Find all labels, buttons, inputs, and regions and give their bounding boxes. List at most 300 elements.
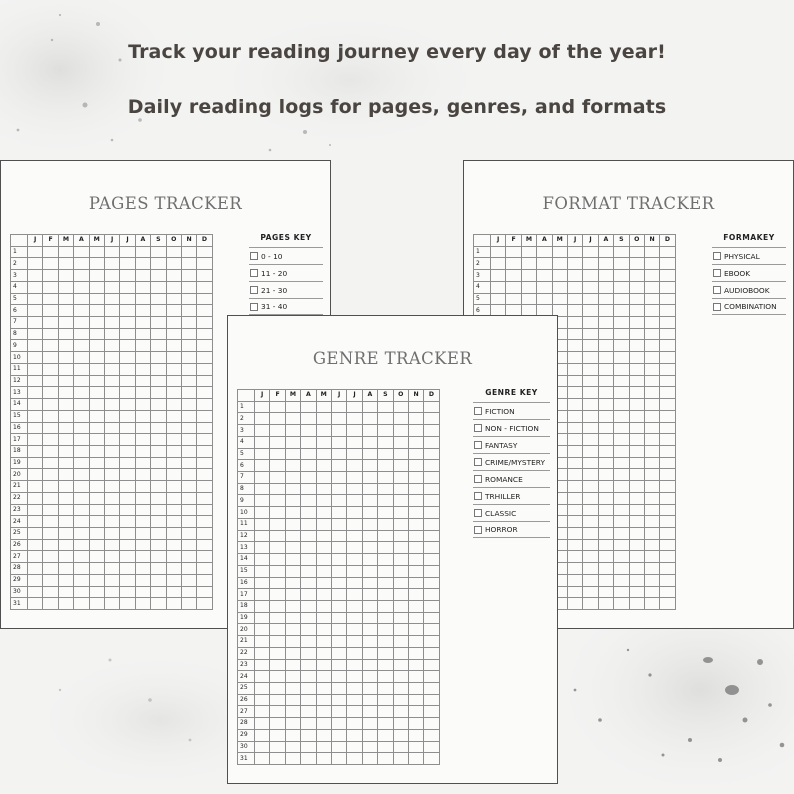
day-cell[interactable] [598,516,613,528]
day-cell[interactable] [598,317,613,329]
day-cell[interactable] [614,363,629,375]
day-cell[interactable] [644,516,659,528]
day-cell[interactable] [629,504,644,516]
day-cell[interactable] [424,741,439,753]
day-cell[interactable] [614,340,629,352]
day-cell[interactable] [166,551,181,563]
day-cell[interactable] [301,565,316,577]
day-cell[interactable] [316,636,331,648]
day-cell[interactable] [316,565,331,577]
day-cell[interactable] [166,504,181,516]
day-cell[interactable] [89,422,104,434]
day-cell[interactable] [197,328,212,340]
day-cell[interactable] [74,328,89,340]
day-cell[interactable] [644,340,659,352]
day-cell[interactable] [74,516,89,528]
day-cell[interactable] [43,434,58,446]
day-cell[interactable] [629,399,644,411]
day-cell[interactable] [270,507,285,519]
day-cell[interactable] [255,565,270,577]
day-cell[interactable] [644,375,659,387]
day-cell[interactable] [393,413,408,425]
day-cell[interactable] [378,729,393,741]
day-cell[interactable] [58,317,73,329]
day-cell[interactable] [316,554,331,566]
day-cell[interactable] [301,460,316,472]
day-cell[interactable] [567,305,582,317]
day-cell[interactable] [644,293,659,305]
day-cell[interactable] [120,281,135,293]
day-cell[interactable] [270,647,285,659]
day-cell[interactable] [583,469,598,481]
day-cell[interactable] [614,516,629,528]
day-cell[interactable] [583,481,598,493]
day-cell[interactable] [378,554,393,566]
day-cell[interactable] [331,425,346,437]
day-cell[interactable] [151,422,166,434]
day-cell[interactable] [614,598,629,610]
day-cell[interactable] [537,293,552,305]
day-cell[interactable] [255,542,270,554]
day-cell[interactable] [644,598,659,610]
day-cell[interactable] [644,574,659,586]
day-cell[interactable] [660,328,675,340]
day-cell[interactable] [362,436,377,448]
day-cell[interactable] [347,636,362,648]
day-cell[interactable] [629,563,644,575]
day-cell[interactable] [614,328,629,340]
day-cell[interactable] [424,530,439,542]
day-cell[interactable] [629,445,644,457]
day-cell[interactable] [378,460,393,472]
day-cell[interactable] [301,448,316,460]
day-cell[interactable] [74,563,89,575]
day-cell[interactable] [151,481,166,493]
day-cell[interactable] [104,422,119,434]
day-cell[interactable] [567,539,582,551]
day-cell[interactable] [408,577,423,589]
day-cell[interactable] [89,293,104,305]
day-cell[interactable] [644,399,659,411]
day-cell[interactable] [301,554,316,566]
day-cell[interactable] [255,706,270,718]
day-cell[interactable] [135,527,150,539]
day-cell[interactable] [491,293,506,305]
day-cell[interactable] [408,530,423,542]
day-cell[interactable] [408,425,423,437]
day-cell[interactable] [316,600,331,612]
day-cell[interactable] [583,586,598,598]
day-cell[interactable] [120,516,135,528]
day-cell[interactable] [331,542,346,554]
day-cell[interactable] [424,565,439,577]
day-cell[interactable] [660,246,675,258]
day-cell[interactable] [120,457,135,469]
day-cell[interactable] [58,574,73,586]
day-cell[interactable] [120,387,135,399]
day-cell[interactable] [58,527,73,539]
day-cell[interactable] [43,527,58,539]
day-cell[interactable] [285,636,300,648]
day-cell[interactable] [301,706,316,718]
day-cell[interactable] [583,422,598,434]
day-cell[interactable] [151,574,166,586]
day-cell[interactable] [347,694,362,706]
day-cell[interactable] [120,598,135,610]
day-cell[interactable] [583,598,598,610]
day-cell[interactable] [301,530,316,542]
day-cell[interactable] [629,375,644,387]
day-cell[interactable] [660,410,675,422]
day-cell[interactable] [255,495,270,507]
day-cell[interactable] [408,483,423,495]
day-cell[interactable] [58,586,73,598]
day-cell[interactable] [28,527,43,539]
day-cell[interactable] [491,258,506,270]
day-cell[interactable] [567,258,582,270]
day-cell[interactable] [301,495,316,507]
day-cell[interactable] [181,317,196,329]
day-cell[interactable] [135,317,150,329]
day-cell[interactable] [74,363,89,375]
day-cell[interactable] [644,305,659,317]
day-cell[interactable] [285,589,300,601]
day-cell[interactable] [120,481,135,493]
day-cell[interactable] [181,469,196,481]
day-cell[interactable] [104,527,119,539]
day-cell[interactable] [583,399,598,411]
day-cell[interactable] [393,507,408,519]
day-cell[interactable] [255,729,270,741]
day-cell[interactable] [614,574,629,586]
day-cell[interactable] [120,258,135,270]
day-cell[interactable] [89,281,104,293]
day-cell[interactable] [393,472,408,484]
day-cell[interactable] [89,363,104,375]
day-cell[interactable] [270,483,285,495]
day-cell[interactable] [255,507,270,519]
day-cell[interactable] [255,659,270,671]
day-cell[interactable] [408,647,423,659]
day-cell[interactable] [181,574,196,586]
day-cell[interactable] [393,401,408,413]
day-cell[interactable] [104,293,119,305]
day-cell[interactable] [614,258,629,270]
day-cell[interactable] [644,457,659,469]
checkbox[interactable] [474,424,482,432]
day-cell[interactable] [43,387,58,399]
day-cell[interactable] [393,706,408,718]
day-cell[interactable] [270,530,285,542]
day-cell[interactable] [424,577,439,589]
day-cell[interactable] [120,328,135,340]
day-cell[interactable] [28,258,43,270]
checkbox[interactable] [713,286,721,294]
day-cell[interactable] [197,527,212,539]
day-cell[interactable] [583,246,598,258]
day-cell[interactable] [120,563,135,575]
day-cell[interactable] [166,586,181,598]
day-cell[interactable] [301,659,316,671]
day-cell[interactable] [43,375,58,387]
day-cell[interactable] [347,413,362,425]
day-cell[interactable] [347,507,362,519]
day-cell[interactable] [74,422,89,434]
day-cell[interactable] [598,551,613,563]
day-cell[interactable] [408,565,423,577]
day-cell[interactable] [347,589,362,601]
day-cell[interactable] [166,399,181,411]
day-cell[interactable] [629,586,644,598]
day-cell[interactable] [393,436,408,448]
day-cell[interactable] [521,281,536,293]
day-cell[interactable] [362,600,377,612]
day-cell[interactable] [89,340,104,352]
day-cell[interactable] [583,563,598,575]
day-cell[interactable] [660,281,675,293]
day-cell[interactable] [270,741,285,753]
day-cell[interactable] [181,422,196,434]
day-cell[interactable] [104,504,119,516]
day-cell[interactable] [58,387,73,399]
day-cell[interactable] [74,270,89,282]
day-cell[interactable] [629,317,644,329]
day-cell[interactable] [89,305,104,317]
day-cell[interactable] [74,340,89,352]
day-cell[interactable] [583,457,598,469]
day-cell[interactable] [393,495,408,507]
day-cell[interactable] [316,472,331,484]
day-cell[interactable] [521,258,536,270]
day-cell[interactable] [598,387,613,399]
day-cell[interactable] [135,246,150,258]
day-cell[interactable] [552,270,567,282]
day-cell[interactable] [151,317,166,329]
day-cell[interactable] [285,483,300,495]
day-cell[interactable] [28,387,43,399]
day-cell[interactable] [316,671,331,683]
day-cell[interactable] [104,387,119,399]
checkbox[interactable] [474,526,482,534]
day-cell[interactable] [316,425,331,437]
day-cell[interactable] [629,246,644,258]
day-cell[interactable] [74,492,89,504]
day-cell[interactable] [378,671,393,683]
day-cell[interactable] [135,539,150,551]
day-cell[interactable] [74,399,89,411]
day-cell[interactable] [74,457,89,469]
day-cell[interactable] [393,671,408,683]
day-cell[interactable] [393,565,408,577]
day-cell[interactable] [644,387,659,399]
day-cell[interactable] [629,434,644,446]
day-cell[interactable] [255,647,270,659]
day-cell[interactable] [285,729,300,741]
day-cell[interactable] [408,612,423,624]
day-cell[interactable] [270,659,285,671]
day-cell[interactable] [89,516,104,528]
day-cell[interactable] [301,507,316,519]
day-cell[interactable] [301,413,316,425]
day-cell[interactable] [362,647,377,659]
day-cell[interactable] [316,542,331,554]
day-cell[interactable] [614,422,629,434]
day-cell[interactable] [408,413,423,425]
day-cell[interactable] [197,457,212,469]
day-cell[interactable] [270,436,285,448]
day-cell[interactable] [285,413,300,425]
day-cell[interactable] [58,270,73,282]
day-cell[interactable] [28,469,43,481]
day-cell[interactable] [285,718,300,730]
day-cell[interactable] [43,504,58,516]
day-cell[interactable] [614,539,629,551]
day-cell[interactable] [644,270,659,282]
day-cell[interactable] [424,694,439,706]
day-cell[interactable] [660,457,675,469]
day-cell[interactable] [151,352,166,364]
day-cell[interactable] [270,671,285,683]
day-cell[interactable] [74,504,89,516]
day-cell[interactable] [135,481,150,493]
day-cell[interactable] [644,328,659,340]
day-cell[interactable] [74,527,89,539]
day-cell[interactable] [28,363,43,375]
day-cell[interactable] [347,624,362,636]
day-cell[interactable] [151,375,166,387]
day-cell[interactable] [408,448,423,460]
day-cell[interactable] [331,483,346,495]
day-cell[interactable] [424,401,439,413]
day-cell[interactable] [270,694,285,706]
day-cell[interactable] [43,551,58,563]
checkbox[interactable] [250,252,258,260]
day-cell[interactable] [644,586,659,598]
day-cell[interactable] [393,753,408,765]
day-cell[interactable] [614,410,629,422]
day-cell[interactable] [362,530,377,542]
day-cell[interactable] [301,694,316,706]
day-cell[interactable] [43,457,58,469]
day-cell[interactable] [151,598,166,610]
day-cell[interactable] [567,270,582,282]
day-cell[interactable] [614,270,629,282]
day-cell[interactable] [166,410,181,422]
day-cell[interactable] [43,422,58,434]
day-cell[interactable] [506,293,521,305]
day-cell[interactable] [408,706,423,718]
day-cell[interactable] [166,293,181,305]
day-cell[interactable] [28,539,43,551]
day-cell[interactable] [74,539,89,551]
day-cell[interactable] [58,258,73,270]
day-cell[interactable] [598,422,613,434]
day-cell[interactable] [629,457,644,469]
day-cell[interactable] [629,539,644,551]
checkbox[interactable] [250,269,258,277]
day-cell[interactable] [629,598,644,610]
day-cell[interactable] [583,270,598,282]
day-cell[interactable] [644,281,659,293]
day-cell[interactable] [614,305,629,317]
day-cell[interactable] [424,436,439,448]
day-cell[interactable] [378,413,393,425]
day-cell[interactable] [135,270,150,282]
day-cell[interactable] [120,492,135,504]
day-cell[interactable] [181,352,196,364]
day-cell[interactable] [285,753,300,765]
day-cell[interactable] [58,563,73,575]
day-cell[interactable] [362,729,377,741]
day-cell[interactable] [393,659,408,671]
day-cell[interactable] [285,647,300,659]
day-cell[interactable] [583,387,598,399]
day-cell[interactable] [255,448,270,460]
day-cell[interactable] [43,352,58,364]
day-cell[interactable] [104,516,119,528]
day-cell[interactable] [424,425,439,437]
day-cell[interactable] [270,448,285,460]
day-cell[interactable] [614,586,629,598]
day-cell[interactable] [285,530,300,542]
day-cell[interactable] [301,589,316,601]
day-cell[interactable] [301,671,316,683]
day-cell[interactable] [89,481,104,493]
day-cell[interactable] [331,518,346,530]
day-cell[interactable] [644,492,659,504]
day-cell[interactable] [598,258,613,270]
day-cell[interactable] [28,293,43,305]
day-cell[interactable] [316,460,331,472]
day-cell[interactable] [424,589,439,601]
day-cell[interactable] [316,448,331,460]
day-cell[interactable] [347,472,362,484]
day-cell[interactable] [135,281,150,293]
day-cell[interactable] [43,574,58,586]
day-cell[interactable] [28,375,43,387]
day-cell[interactable] [166,258,181,270]
day-cell[interactable] [316,413,331,425]
day-cell[interactable] [181,375,196,387]
day-cell[interactable] [89,375,104,387]
day-cell[interactable] [378,401,393,413]
day-cell[interactable] [567,516,582,528]
day-cell[interactable] [316,659,331,671]
day-cell[interactable] [89,445,104,457]
day-cell[interactable] [43,363,58,375]
day-cell[interactable] [316,718,331,730]
day-cell[interactable] [378,542,393,554]
day-cell[interactable] [567,281,582,293]
checkbox[interactable] [474,441,482,449]
day-cell[interactable] [629,363,644,375]
day-cell[interactable] [378,565,393,577]
day-cell[interactable] [28,281,43,293]
day-cell[interactable] [408,682,423,694]
day-cell[interactable] [567,340,582,352]
day-cell[interactable] [301,753,316,765]
day-cell[interactable] [58,598,73,610]
day-cell[interactable] [270,753,285,765]
day-cell[interactable] [614,399,629,411]
day-cell[interactable] [89,317,104,329]
day-cell[interactable] [537,258,552,270]
day-cell[interactable] [316,694,331,706]
day-cell[interactable] [393,589,408,601]
day-cell[interactable] [89,574,104,586]
day-cell[interactable] [660,481,675,493]
day-cell[interactable] [181,492,196,504]
